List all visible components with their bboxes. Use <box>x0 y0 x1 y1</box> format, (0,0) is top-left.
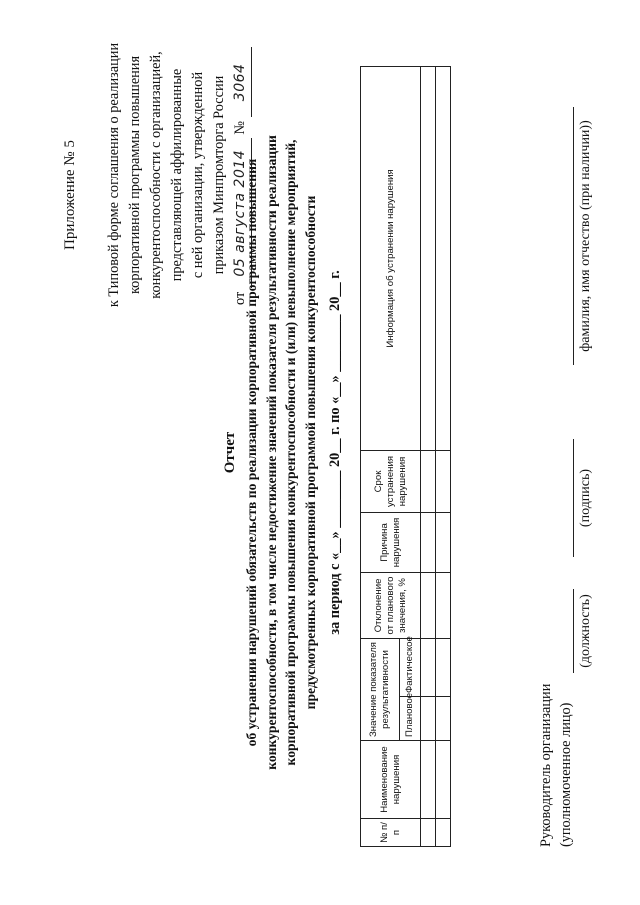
table-cell <box>421 572 436 638</box>
table-cell <box>436 66 451 450</box>
name-line <box>573 107 574 365</box>
signature-line <box>573 439 574 557</box>
position-label: (должность) <box>578 594 593 668</box>
position-line <box>573 589 574 673</box>
header-deadline: Срок устранения нарушения <box>361 450 421 512</box>
table-cell <box>421 450 436 512</box>
order-prefix: от <box>232 291 248 305</box>
subtitle-line: об устранении нарушений обязательств по реализации корпоративной программы повышения <box>244 158 259 747</box>
signatory-subtitle: (уполномоченное лицо) <box>558 702 574 847</box>
report-period: за период с «__» ________ 20__ г. по «__» ________ 20__ г. <box>327 270 343 635</box>
subtitle-line: конкурентоспособности, в том числе недостижение значений показателя результативности реализации <box>263 135 279 770</box>
table-cell <box>421 697 436 741</box>
report-subtitle <box>242 0 322 905</box>
appendix-label: Приложение № 5 <box>62 140 78 250</box>
header-name: Наименование нарушения <box>361 741 421 819</box>
header-actual: Фактическое <box>400 638 421 696</box>
table-cell <box>421 819 436 847</box>
reference-line: приказом Минпромторга России <box>211 75 227 275</box>
table-cell <box>436 572 451 638</box>
reference-line: с ней организации, утвержденной <box>190 71 206 279</box>
table-cell <box>436 741 451 819</box>
violations-table <box>360 66 451 847</box>
header-reason: Причина нарушения <box>361 512 421 572</box>
subtitle-line: предусмотренных корпоративной программой повышения конкурентоспособности <box>302 195 318 710</box>
header-info: Информация об устранении нарушения <box>361 66 421 450</box>
reference-line: корпоративной программы повышения <box>127 55 143 295</box>
table-row <box>421 66 436 846</box>
table-cell <box>421 638 436 696</box>
table-cell <box>436 819 451 847</box>
header-value-group: Значение показателя результативности <box>361 638 400 740</box>
subtitle-line: корпоративной программы повышения конкурентоспособности и (или) невыполнение мероприятий, <box>283 139 298 766</box>
order-date-handwritten: 05 августа 2014 <box>230 138 252 288</box>
name-label: фамилия, имя отчество (при наличии)) <box>578 120 593 352</box>
report-title: Отчет <box>222 431 238 474</box>
table-cell <box>436 512 451 572</box>
table-cell <box>421 512 436 572</box>
order-no-prefix: № <box>232 120 248 135</box>
table-row <box>436 66 451 846</box>
table-cell <box>436 638 451 696</box>
reference-line: конкурентоспособности с организацией, <box>148 51 164 299</box>
reference-line: представляющей аффилированные <box>169 68 185 282</box>
table-cell <box>436 697 451 741</box>
signature-label: (подпись) <box>578 468 593 528</box>
reference-line: к Типовой форме соглашения о реализации <box>106 42 122 308</box>
table-cell <box>421 741 436 819</box>
order-number-handwritten: 3064 <box>230 47 252 117</box>
table-cell <box>436 450 451 512</box>
table-cell <box>421 66 436 450</box>
header-num: № п/п <box>361 819 421 847</box>
header-deviation: Отклонение от планового значения, % <box>361 572 421 638</box>
signatory-title: Руководитель организации <box>538 683 554 847</box>
header-planned: Плановое <box>400 697 421 741</box>
